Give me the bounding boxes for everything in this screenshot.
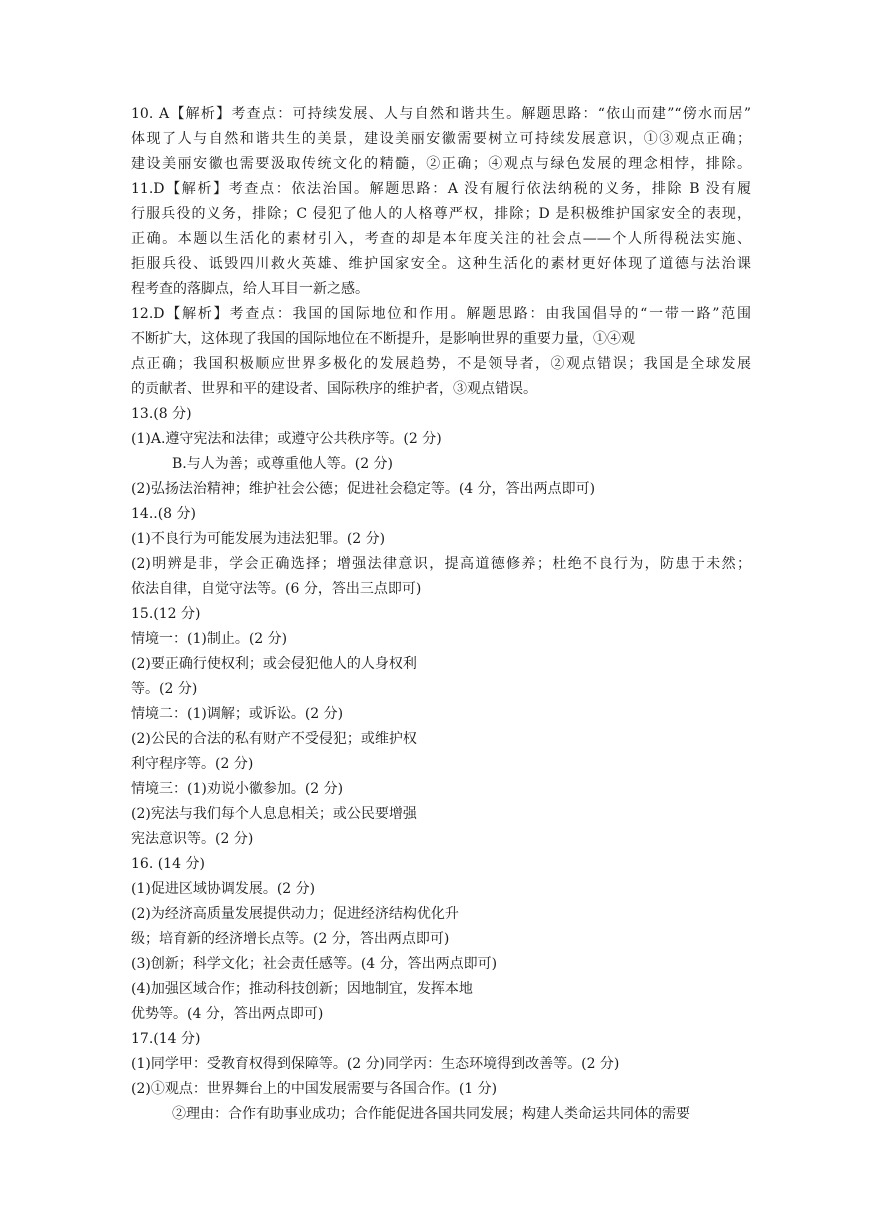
text-line: 12.D【解析】考查点：我国的国际地位和作用。解题思路：由我国倡导的“一带一路”范围 <box>131 306 751 322</box>
question-heading: 13.(8 分) <box>131 406 192 422</box>
text-line: 正确。本题以生活化的素材引入，考查的却是本年度关注的社会点——个人所得税法实施、 <box>131 231 751 247</box>
text-line: 程考查的落脚点，给人耳目一新之感。 <box>131 281 369 297</box>
text-line: 行服兵役的义务，排除；C 侵犯了他人的人格尊严权，排除；D 是积极维护国家安全的表现， <box>131 206 751 222</box>
text-line: (2)宪法与我们每个人息息相关；或公民要增强 <box>131 806 417 822</box>
text-line: (2)公民的合法的私有财产不受侵犯；或维护权 <box>131 731 417 747</box>
text-line: ②理由：合作有助事业成功；合作能促进各国共同发展；构建人类命运共同体的需要 <box>172 1106 690 1122</box>
text-line: 拒服兵役、诋毁四川救火英雄、维护国家安全。这种生活化的素材更好体现了道德与法治课 <box>131 256 751 272</box>
text-line: 点正确；我国积极顺应世界多极化的发展趋势，不是领导者，②观点错误；我国是全球发展 <box>131 356 751 372</box>
text-line: 宪法意识等。(2 分) <box>131 831 254 847</box>
text-line: 体现了人与自然和谐共生的美景，建设美丽安徽需要树立可持续发展意识，①③观点正确； <box>131 131 751 147</box>
text-line: 级；培育新的经济增长点等。(2 分，答出两点即可) <box>131 931 450 947</box>
text-line: 10. A【解析】考查点：可持续发展、人与自然和谐共生。解题思路：“依山而建”“傍水而居” <box>131 106 751 122</box>
question-heading: 14..(8 分) <box>131 506 196 522</box>
text-line: 依法自律，自觉守法等。(6 分，答出三点即可) <box>131 581 422 597</box>
text-line: 等。(2 分) <box>131 681 198 697</box>
text-line: 优势等。(4 分，答出两点即可) <box>131 1006 324 1022</box>
text-line: 利守程序等。(2 分) <box>131 756 254 772</box>
text-line: 情境二：(1)调解；或诉讼。(2 分) <box>131 706 344 722</box>
question-heading: 15.(12 分) <box>131 606 201 622</box>
text-line: (1)不良行为可能发展为违法犯罪。(2 分) <box>131 531 386 547</box>
text-line: (2)弘扬法治精神；维护社会公德；促进社会稳定等。(4 分，答出两点即可) <box>131 481 596 497</box>
text-line: (2)明辨是非，学会正确选择；增强法律意识，提高道德修养；杜绝不良行为，防患于未然； <box>131 556 751 572</box>
text-line: 情境一：(1)制止。(2 分) <box>131 631 288 647</box>
text-line: (4)加强区域合作；推动科技创新；因地制宜，发挥本地 <box>131 981 473 997</box>
text-line: 11.D【解析】考查点：依法治国。解题思路：A 没有履行依法纳税的义务，排除 B 没有履 <box>131 181 751 197</box>
text-line: (2)要正确行使权利；或会侵犯他人的人身权利 <box>131 656 417 672</box>
text-line: 不断扩大，这体现了我国的国际地位在不断提升，是影响世界的重要力量，①④观 <box>131 331 635 347</box>
text-line: (1)A.遵守宪法和法律；或遵守公共秩序等。(2 分) <box>131 431 442 447</box>
text-line: (3)创新；科学文化；社会责任感等。(4 分，答出两点即可) <box>131 956 498 972</box>
text-line: (1)促进区域协调发展。(2 分) <box>131 881 316 897</box>
text-line: (2)为经济高质量发展提供动力；促进经济结构优化升 <box>131 906 459 922</box>
answer-key-text <box>131 102 751 1127</box>
text-line: (2)①观点：世界舞台上的中国发展需要与各国合作。(1 分) <box>131 1081 498 1097</box>
text-line: B.与人为善；或尊重他人等。(2 分) <box>172 456 394 472</box>
text-line: 的贡献者、世界和平的建设者、国际秩序的维护者，③观点错误。 <box>131 381 537 397</box>
text-line: 情境三：(1)劝说小徽参加。(2 分) <box>131 781 344 797</box>
text-line: 建设美丽安徽也需要汲取传统文化的精髓，②正确；④观点与绿色发展的理念相悖，排除。 <box>131 156 751 172</box>
question-heading: 17.(14 分) <box>131 1031 201 1047</box>
question-heading: 16. (14 分) <box>131 856 205 872</box>
text-line: (1)同学甲：受教育权得到保障等。(2 分)同学丙：生态环境得到改善等。(2 分) <box>131 1056 620 1072</box>
